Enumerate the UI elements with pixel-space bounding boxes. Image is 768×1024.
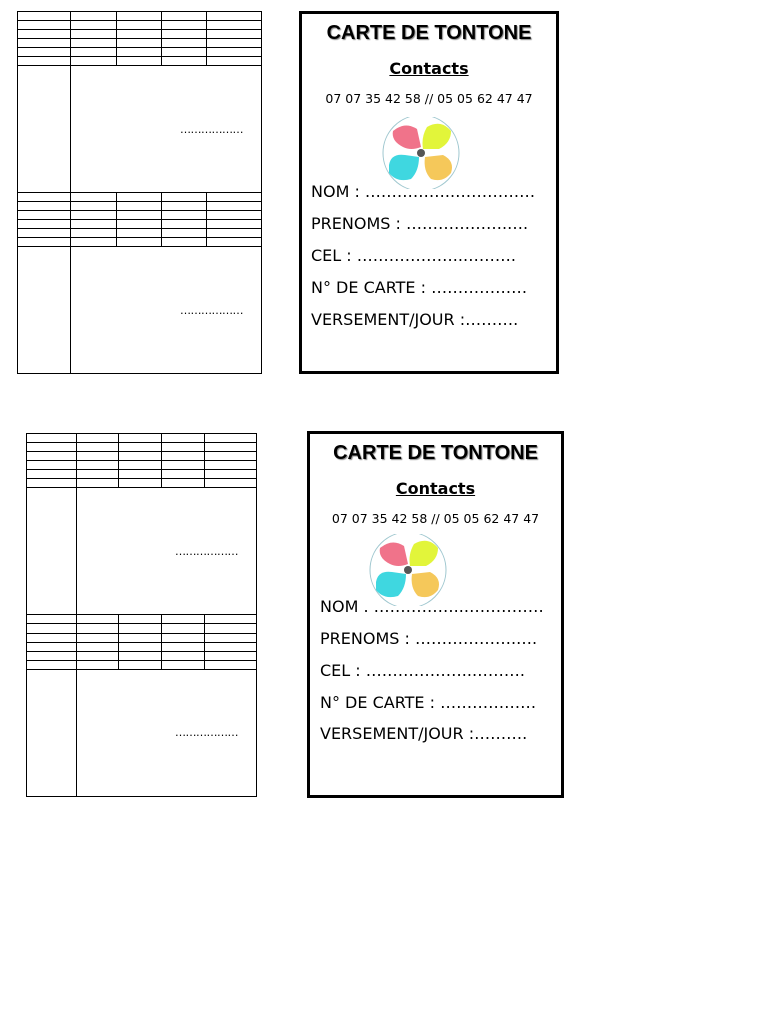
grid-cell[interactable]	[117, 21, 162, 30]
field-cel: CEL : ………………..……….	[320, 661, 526, 680]
payment-grid-top	[17, 11, 262, 374]
grid-cell[interactable]	[117, 229, 162, 238]
table-row	[27, 615, 257, 624]
subtotal-row	[18, 247, 262, 374]
grid-cell[interactable]	[18, 12, 71, 21]
grid-cell[interactable]	[27, 615, 77, 624]
grid-cell[interactable]	[71, 30, 117, 39]
grid-cell[interactable]	[27, 443, 77, 452]
grid-cell[interactable]	[162, 615, 205, 624]
grid-cell[interactable]	[117, 220, 162, 229]
field-versement-jour: VERSEMENT/JOUR :……….	[311, 310, 519, 329]
grid-cell[interactable]	[119, 624, 162, 633]
grid-cell[interactable]	[77, 624, 119, 633]
card-title: CARTE DE TONTONE	[333, 442, 538, 464]
grid-cell[interactable]	[162, 211, 207, 220]
grid-cell[interactable]	[162, 461, 205, 470]
table-row	[18, 192, 262, 201]
grid-cell[interactable]	[207, 202, 262, 211]
grid-cell[interactable]	[162, 633, 205, 642]
table-row	[18, 30, 262, 39]
grid-cell[interactable]	[117, 57, 162, 66]
table-row	[18, 220, 262, 229]
grid-cell[interactable]	[71, 12, 117, 21]
subtotal-row	[27, 488, 257, 615]
grid-cell[interactable]	[205, 479, 257, 488]
grid-cell[interactable]	[71, 229, 117, 238]
contacts-label: Contacts	[395, 479, 476, 498]
table-row	[18, 21, 262, 30]
grid-cell[interactable]	[71, 238, 117, 247]
grid-cell[interactable]	[77, 461, 119, 470]
grid-cell[interactable]	[119, 642, 162, 651]
table-row	[27, 452, 257, 461]
grid-cell[interactable]	[18, 21, 71, 30]
grid-cell[interactable]	[205, 443, 257, 452]
four-hands-logo-icon	[368, 534, 448, 606]
grid-cell[interactable]	[205, 452, 257, 461]
grid-cell[interactable]	[205, 470, 257, 479]
grid-cell[interactable]	[162, 12, 207, 21]
card-title: CARTE DE TONTONE	[326, 22, 532, 44]
grid-cell[interactable]	[71, 21, 117, 30]
grid-cell[interactable]	[162, 660, 205, 669]
grid-cell[interactable]	[162, 57, 207, 66]
table-row	[18, 48, 262, 57]
grid-cell[interactable]	[162, 470, 205, 479]
grid-cell[interactable]	[205, 615, 257, 624]
grid-cell[interactable]	[18, 220, 71, 229]
grid-cell[interactable]	[117, 39, 162, 48]
grid-cell[interactable]	[162, 30, 207, 39]
grid-cell[interactable]	[207, 21, 262, 30]
grid-cell[interactable]	[207, 211, 262, 220]
table-row	[27, 461, 257, 470]
grid-cell[interactable]	[117, 202, 162, 211]
grid-cell[interactable]	[27, 633, 77, 642]
grid-cell[interactable]	[18, 202, 71, 211]
table-row	[27, 434, 257, 443]
subtotal-cell[interactable]: ………………	[77, 488, 257, 615]
grid-cell[interactable]	[119, 651, 162, 660]
grid-cell[interactable]	[18, 66, 71, 193]
grid-cell[interactable]	[207, 48, 262, 57]
field-numero-carte: N° DE CARTE : ………………	[320, 693, 537, 712]
grid-cell[interactable]	[117, 30, 162, 39]
grid-cell[interactable]	[27, 488, 77, 615]
subtotal-cell[interactable]: ………………	[77, 669, 257, 796]
phone-numbers: 07 07 35 42 58 // 05 05 62 47 47	[331, 511, 540, 526]
grid-cell[interactable]	[207, 238, 262, 247]
grid-cell[interactable]	[162, 202, 207, 211]
grid-cell[interactable]	[162, 229, 207, 238]
table-row	[18, 238, 262, 247]
grid-cell[interactable]	[162, 434, 205, 443]
grid-cell[interactable]	[27, 642, 77, 651]
subtotal-row	[18, 66, 262, 193]
grid-cell[interactable]	[77, 651, 119, 660]
grid-cell[interactable]	[207, 220, 262, 229]
grid-cell[interactable]	[205, 660, 257, 669]
field-prenoms: PRENOMS : ……………….….	[320, 629, 538, 648]
table-row	[27, 443, 257, 452]
grid-cell[interactable]	[119, 633, 162, 642]
grid-cell[interactable]	[117, 238, 162, 247]
grid-cell[interactable]	[162, 220, 207, 229]
grid-cell[interactable]	[27, 479, 77, 488]
table-row	[27, 660, 257, 669]
grid-cell[interactable]	[119, 434, 162, 443]
table-row	[18, 12, 262, 21]
grid-cell[interactable]	[205, 642, 257, 651]
phone-numbers: 07 07 35 42 58 // 05 05 62 47 47	[325, 91, 533, 106]
grid-cell[interactable]	[162, 443, 205, 452]
grid-cell[interactable]	[119, 479, 162, 488]
grid-cell[interactable]	[205, 651, 257, 660]
grid-cell[interactable]	[71, 211, 117, 220]
grid-cell[interactable]	[18, 57, 71, 66]
subtotal-row	[27, 669, 257, 796]
grid-cell[interactable]	[18, 48, 71, 57]
grid-cell[interactable]	[117, 12, 162, 21]
grid-cell[interactable]	[162, 651, 205, 660]
grid-cell[interactable]	[207, 229, 262, 238]
grid-cell[interactable]	[77, 434, 119, 443]
grid-cell[interactable]	[18, 229, 71, 238]
grid-cell[interactable]	[27, 669, 77, 796]
payment-grid-bottom	[26, 433, 257, 797]
table-row	[27, 624, 257, 633]
grid-cell[interactable]	[77, 470, 119, 479]
four-hands-logo-icon	[381, 117, 461, 189]
table-row	[18, 211, 262, 220]
grid-cell[interactable]	[207, 39, 262, 48]
grid-cell[interactable]	[27, 461, 77, 470]
grid-cell[interactable]	[117, 192, 162, 201]
grid-cell[interactable]	[205, 434, 257, 443]
grid-cell[interactable]	[119, 461, 162, 470]
grid-cell[interactable]	[77, 452, 119, 461]
grid-cell[interactable]	[71, 57, 117, 66]
tontine-card	[299, 11, 559, 374]
table-row	[18, 39, 262, 48]
grid-cell[interactable]	[205, 461, 257, 470]
grid-cell[interactable]	[18, 247, 71, 374]
grid-cell[interactable]	[27, 470, 77, 479]
grid-cell[interactable]	[162, 452, 205, 461]
field-prenoms: PRENOMS : ……………….….	[311, 214, 529, 233]
grid-cell[interactable]	[119, 660, 162, 669]
table-row	[18, 202, 262, 211]
grid-cell[interactable]	[71, 48, 117, 57]
grid-cell[interactable]	[77, 615, 119, 624]
grid-cell[interactable]	[18, 238, 71, 247]
grid-cell[interactable]	[205, 633, 257, 642]
grid-cell[interactable]	[77, 479, 119, 488]
grid-cell[interactable]	[162, 642, 205, 651]
table-row	[18, 57, 262, 66]
grid-cell[interactable]	[205, 624, 257, 633]
grid-cell[interactable]	[207, 192, 262, 201]
table-row	[18, 229, 262, 238]
grid-cell[interactable]	[27, 660, 77, 669]
grid-cell[interactable]	[207, 30, 262, 39]
table-row	[27, 642, 257, 651]
grid-cell[interactable]	[162, 48, 207, 57]
field-versement-jour: VERSEMENT/JOUR :……….	[320, 724, 528, 743]
grid-cell[interactable]	[207, 57, 262, 66]
grid-cell[interactable]	[18, 211, 71, 220]
grid-cell[interactable]	[27, 452, 77, 461]
subtotal-cell[interactable]: ………………	[71, 66, 262, 193]
grid-cell[interactable]	[162, 192, 207, 201]
grid-cell[interactable]	[77, 660, 119, 669]
contacts-label: Contacts	[389, 59, 469, 78]
grid-cell[interactable]	[119, 443, 162, 452]
grid-cell[interactable]	[27, 624, 77, 633]
subtotal-cell[interactable]: ………………	[71, 247, 262, 374]
grid-cell[interactable]	[71, 202, 117, 211]
grid-cell[interactable]	[119, 452, 162, 461]
grid-cell[interactable]	[27, 434, 77, 443]
grid-cell[interactable]	[119, 615, 162, 624]
grid-cell[interactable]	[77, 633, 119, 642]
grid-cell[interactable]	[117, 48, 162, 57]
field-nom: NOM . ……………..……………	[320, 597, 544, 616]
grid-cell[interactable]	[71, 192, 117, 201]
field-nom: NOM : ……………..……………	[311, 182, 536, 201]
grid-cell[interactable]	[18, 192, 71, 201]
table-row	[27, 470, 257, 479]
grid-cell[interactable]	[77, 443, 119, 452]
grid-cell[interactable]	[162, 39, 207, 48]
grid-cell[interactable]	[162, 21, 207, 30]
grid-cell[interactable]	[162, 238, 207, 247]
tontine-card	[307, 431, 564, 798]
field-cel: CEL : ………………..……….	[311, 246, 517, 265]
table-row	[27, 633, 257, 642]
grid-cell[interactable]	[18, 39, 71, 48]
grid-cell[interactable]	[71, 220, 117, 229]
grid-cell[interactable]	[71, 39, 117, 48]
grid-cell[interactable]	[162, 479, 205, 488]
grid-cell[interactable]	[162, 624, 205, 633]
grid-cell[interactable]	[18, 30, 71, 39]
grid-cell[interactable]	[117, 211, 162, 220]
table-row	[27, 651, 257, 660]
field-numero-carte: N° DE CARTE : ………………	[311, 278, 528, 297]
table-row	[27, 479, 257, 488]
grid-cell[interactable]	[119, 470, 162, 479]
grid-cell[interactable]	[77, 642, 119, 651]
grid-cell[interactable]	[27, 651, 77, 660]
grid-cell[interactable]	[207, 12, 262, 21]
